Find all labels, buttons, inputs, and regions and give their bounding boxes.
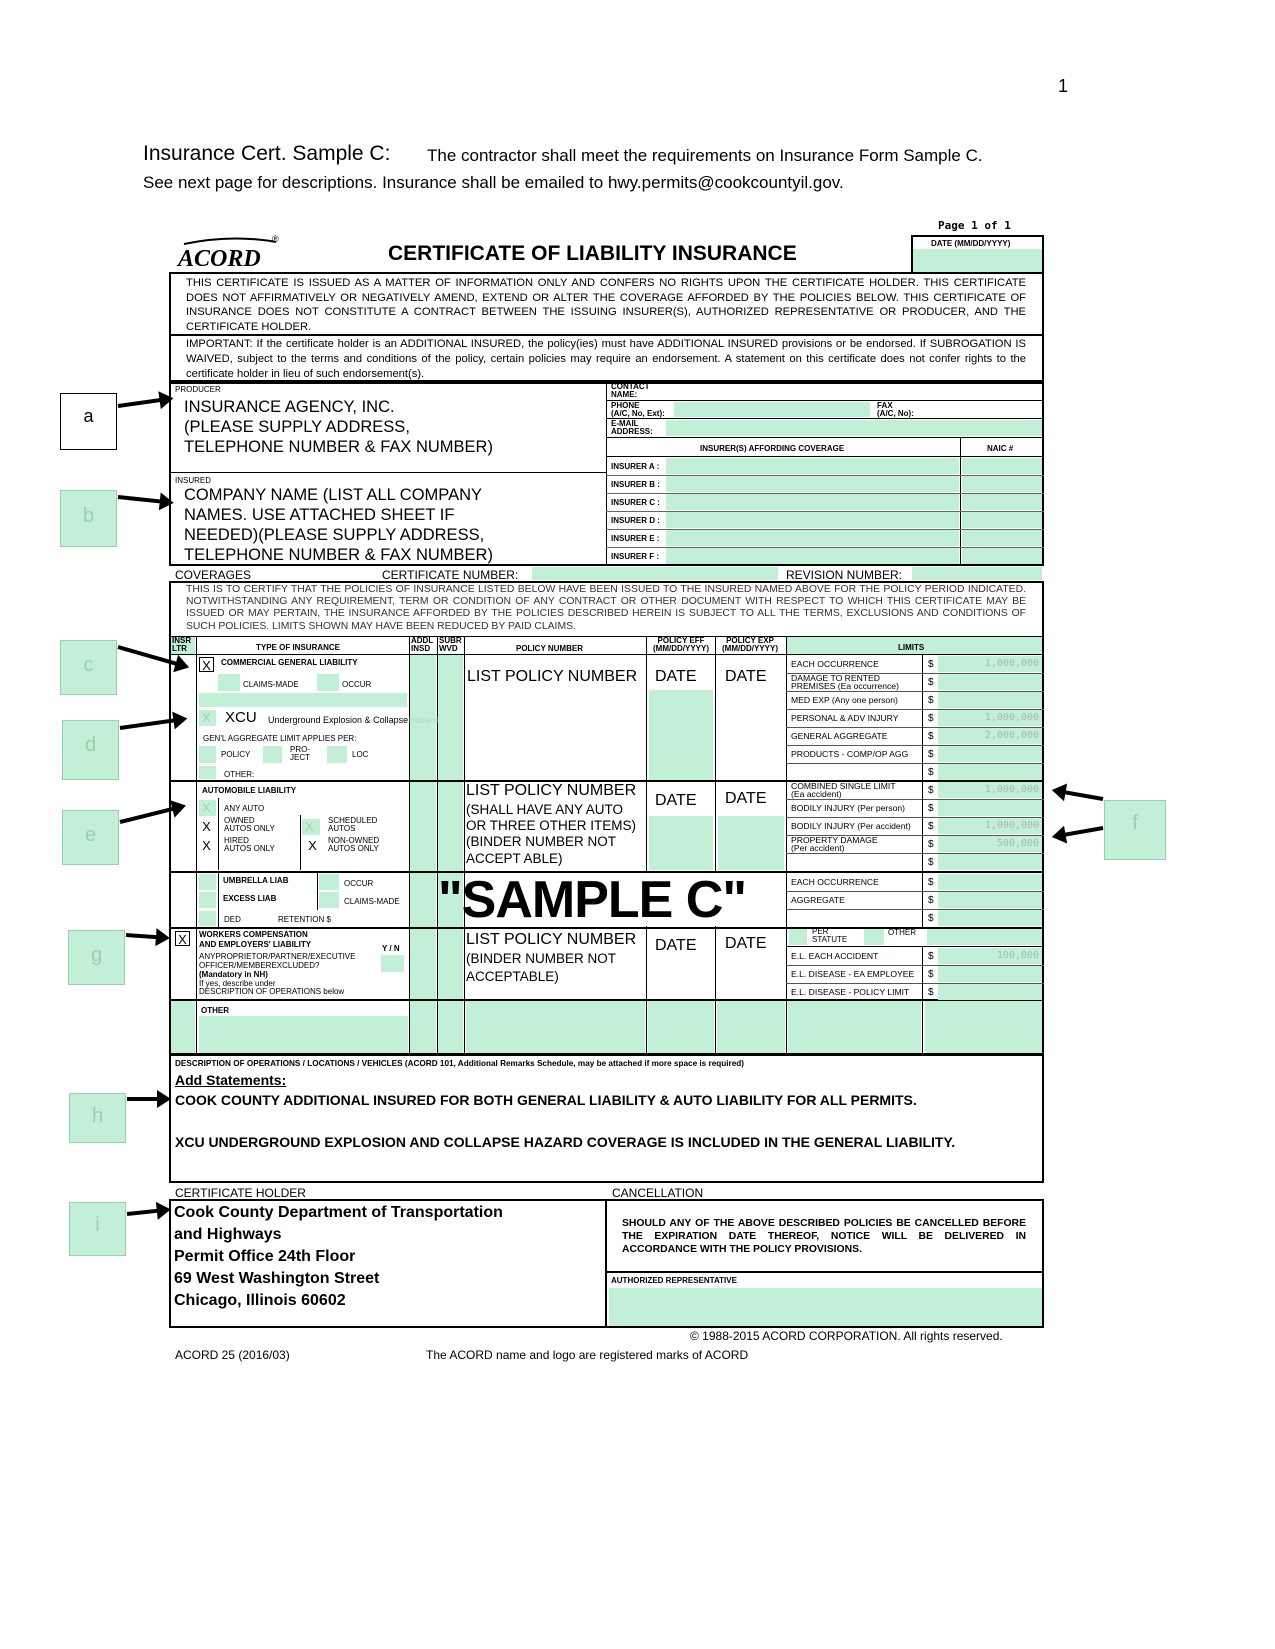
arrow-f-upper [1055,789,1103,801]
wc-ifyes: If yes, describe under DESCRIPTION OF OPERATIONS below [199,979,345,996]
excess-claims-made: CLAIMS-MADE [344,897,400,906]
insurer-name-field[interactable] [666,458,959,474]
auto-hired-check[interactable]: X [202,838,211,853]
limit-label: PROPERTY DAMAGE (Per accident) [791,835,878,853]
auto-policy-line-3: OR THREE OTHER ITEMS) [466,818,637,833]
holder-label: CERTIFICATE HOLDER [175,1186,306,1200]
wc-policy-line-1: LIST POLICY NUMBER [466,931,637,948]
limit-field[interactable] [938,854,1042,870]
limit-label: EACH OCCURRENCE [791,659,879,669]
wc-exp: DATE [725,935,767,952]
gl-policy-number: LIST POLICY NUMBER [467,668,638,685]
auto-eff: DATE [655,792,697,809]
producer-line-2: (PLEASE SUPPLY ADDRESS, [184,418,410,436]
limit-field[interactable] [938,764,1042,780]
gl-occur: OCCUR [342,680,372,689]
auto-label: AUTOMOBILE LIABILITY [202,786,297,795]
insurer-naic-field[interactable] [962,476,1042,492]
dollar-sign: $ [928,785,934,796]
limit-label: GENERAL AGGREGATE [791,731,888,741]
limit-field[interactable] [938,874,1042,890]
intro-line1: The contractor shall meet the requirements on Insurance Form Sample C. [427,146,983,165]
insurer-label: INSURER A : [611,462,660,471]
revision-field[interactable] [912,567,1042,580]
wc-eff: DATE [655,937,697,954]
limit-field[interactable] [938,692,1042,708]
dollar-sign: $ [928,731,934,742]
notice-text: THIS CERTIFICATE IS ISSUED AS A MATTER OF INFORMATION ONLY AND CONFERS NO RIGHTS UPON THE CERTIFICATE HOLDER. THIS CERTIFICATE DOES NOT AFFIRMATIVELY OR NEGATIVELY AMEND, EXTEND OR ALTER THE COVERAGE AFFORDED BY THE POLICIES BELOW. THIS CERTIFICATE OF INSURANCE DOES NOT CONSTITUTE A CONTRACT BETWEEN THE ISSUING INSURER(S), AUTHORIZED REPRESENTATIVE OR PRODUCER, AND THE CERTIFICATE HOLDER. [186,277,1026,333]
limit-label: BODILY INJURY (Per accident) [791,821,911,831]
cert-number-field[interactable] [532,567,778,580]
limit-field[interactable] [938,710,1042,726]
dollar-sign: $ [928,987,934,998]
dollar-sign: $ [928,951,934,962]
holder-line-3: Permit Office 24th Floor [174,1248,356,1265]
gl-exp: DATE [725,668,767,685]
header-subr: SUBR WVD [439,636,462,653]
statement-2: XCU UNDERGROUND EXPLOSION AND COLLAPSE HAZARD COVERAGE IS INCLUDED IN THE GENERAL LIABILITY. [175,1134,956,1150]
arrow-d [120,717,184,730]
insurer-label: INSURER C : [611,498,660,507]
auto-nonowned-check[interactable]: X [308,838,317,853]
limit-field[interactable] [938,782,1042,798]
wc-other: OTHER [888,928,916,937]
ded-label: DED [224,915,241,924]
limit-field[interactable] [938,948,1042,964]
arrow-i [127,1208,167,1216]
arrow-a [118,397,170,408]
wc-check[interactable]: X [175,931,190,946]
insurer-name-field[interactable] [666,512,959,528]
insurer-name-field[interactable] [666,494,959,510]
limit-value: 500,000 [996,838,1039,849]
gl-eff: DATE [655,668,697,685]
dollar-sign: $ [928,969,934,980]
dollar-sign: $ [928,803,934,814]
limit-field[interactable] [938,836,1042,852]
holder-line-4: 69 West Washington Street [174,1270,380,1287]
contact-label: CONTACT NAME: [611,382,650,399]
limit-label: E.L. DISEASE - POLICY LIMIT [791,987,910,997]
callout-h: h [69,1093,126,1143]
certify-text: THIS IS TO CERTIFY THAT THE POLICIES OF INSURANCE LISTED BELOW HAVE BEEN ISSUED TO THE INSURED NAMED ABOVE FOR THE POLICY PERIOD INDICATED. NOTWITHSTANDING ANY REQUIREMENT, TERM OR CONDITION OF ANY CONTRACT OR OTHER DOCUMENT WITH RESPECT TO WHICH THIS CERTIFICATE MAY BE ISSUED OR MAY PERTAIN, THE INSURANCE AFFORDED BY THE POLICIES DESCRIBED HEREIN IS SUBJECT TO ALL THE TERMS, EXCLUSIONS AND CONDITIONS OF SUCH POLICIES. LIMITS SHOWN MAY HAVE BEEN REDUCED BY PAID CLAIMS. [186,584,1026,632]
dollar-sign: $ [928,695,934,706]
limit-field[interactable] [938,892,1042,908]
auth-rep-label: AUTHORIZED REPRESENTATIVE [611,1276,737,1285]
dollar-sign: $ [928,839,934,850]
page-of-label: Page 1 of 1 [938,219,1011,232]
dollar-sign: $ [928,895,934,906]
callout-a: a [60,393,117,450]
limit-field[interactable] [938,674,1042,690]
coverages-label: COVERAGES [175,568,252,582]
fax-label: FAX (A/C, No): [877,401,914,418]
insurer-label: INSURER B : [611,480,660,489]
auto-policy-line-5: ACCEPT ABLE) [466,851,563,866]
limit-label: COMBINED SINGLE LIMIT (Ea accident) [791,781,896,799]
callout-d: d [62,720,119,780]
date-label: DATE (MM/DD/YYYY) [931,239,1011,248]
xcu-label: XCU [225,709,257,726]
email-field[interactable] [666,420,1042,436]
phone-label: PHONE (A/C, No, Ext): [611,401,665,418]
umbrella-occur: OCCUR [344,879,374,888]
wc-desc: ANYPROPRIETOR/PARTNER/EXECUTIVE OFFICER/MEMBEREXCLUDED? [199,952,356,970]
arrow-f-lower [1055,826,1103,838]
xcu-desc: Underground Explosion & Collapse [268,715,409,725]
dollar-sign: $ [928,659,934,670]
excess-label: EXCESS LIAB [223,894,277,903]
dollar-sign: $ [928,877,934,888]
insurer-naic-field[interactable] [962,494,1042,510]
auth-rep-field[interactable] [609,1288,1042,1326]
callout-g: g [68,930,125,985]
insurer-naic-field[interactable] [962,548,1042,564]
wc-per-statute: PER STATUTE [812,927,848,944]
limit-field[interactable] [938,746,1042,762]
phone-field[interactable] [674,402,870,417]
limit-field[interactable] [938,656,1042,672]
xcu-hazard: Hazard [409,715,439,725]
gl-claims-check[interactable] [218,674,240,691]
intro-line2: See next page for descriptions. Insurance shall be emailed to hwy.permits@cookcountyil.gov. [143,173,844,192]
xcu-check[interactable]: X [202,710,211,725]
insurers-header: INSURER(S) AFFORDING COVERAGE [700,444,845,453]
limit-value: 1,000,000 [984,712,1039,723]
limit-field[interactable] [938,910,1042,926]
statement-1: COOK COUNTY ADDITIONAL INSURED FOR BOTH GENERAL LIABILITY & AUTO LIABILITY FOR ALL PERMITS. [175,1092,917,1108]
holder-line-1: Cook County Department of Transportation [174,1204,503,1221]
dollar-sign: $ [928,857,934,868]
form-title: CERTIFICATE OF LIABILITY INSURANCE [388,242,797,265]
auto-owned: OWNED AUTOS ONLY [224,816,275,833]
dollar-sign: $ [928,913,934,924]
insurer-label: INSURER E : [611,534,660,543]
insurer-name-field[interactable] [666,548,959,564]
other-label: OTHER [201,1006,229,1015]
intro-title: Insurance Cert. Sample C: [143,142,391,165]
header-eff: POLICY EFF (MM/DD/YYYY) [653,636,709,653]
trademark: The ACORD name and logo are registered marks of ACORD [426,1348,749,1362]
insured-line-1: COMPANY NAME (LIST ALL COMPANY [184,486,482,504]
dollar-sign: $ [928,677,934,688]
insured-label: INSURED [175,476,212,485]
insured-line-2: NAMES. USE ATTACHED SHEET IF [184,506,455,524]
insurer-label: INSURER F : [611,552,659,561]
logo-text: ACORD [178,246,261,272]
header-addl: ADDL INSD [411,636,434,653]
limit-field[interactable] [938,966,1042,982]
limit-label: PERSONAL & ADV INJURY [791,713,899,723]
limit-value: 1,000,000 [984,784,1039,795]
callout-e: e [62,810,119,865]
copyright: © 1988-2015 ACORD CORPORATION. All rights reserved. [690,1329,1003,1343]
revision-label: REVISION NUMBER: [786,568,903,582]
wc-mandatory: (Mandatory in NH) [199,970,268,979]
wc-policy-line-3: ACCEPTABLE) [466,969,559,984]
limit-label: E.L. DISEASE - EA EMPLOYEE [791,969,915,979]
auto-policy-line-2: (SHALL HAVE ANY AUTO [466,802,624,817]
header-type: TYPE OF INSURANCE [256,643,341,652]
cancellation-text: SHOULD ANY OF THE ABOVE DESCRIBED POLICIES BE CANCELLED BEFORE THE EXPIRATION DATE THEREOF, NOTICE WILL BE DELIVERED IN ACCORDANCE WITH THE POLICY PROVISIONS. [622,1218,1026,1255]
gl-aggregate-label: GEN'L AGGREGATE LIMIT APPLIES PER: [203,734,357,743]
limit-label: BODILY INJURY (Per person) [791,803,905,813]
gl-project: PRO- JECT [290,745,310,762]
header-limits: LIMITS [898,643,925,652]
callout-c: c [60,640,117,695]
limit-label: DAMAGE TO RENTED PREMISES (Ea occurrence) [791,673,899,691]
limit-field[interactable] [938,984,1042,1000]
arrow-h [127,1097,167,1101]
add-statements: Add Statements: [175,1072,287,1088]
insurer-naic-field[interactable] [962,512,1042,528]
page-number: 1 [1058,76,1069,96]
wc-yn-field[interactable] [381,955,404,972]
auto-nonowned: NON-OWNED AUTOS ONLY [328,836,380,853]
gl-loc: LOC [352,750,369,759]
insured-line-4: TELEPHONE NUMBER & FAX NUMBER) [184,546,493,564]
cancellation-label: CANCELLATION [612,1186,704,1200]
retention-label: RETENTION $ [278,915,331,924]
umbrella-label: UMBRELLA LIAB [223,876,289,885]
auto-policy-line-1: LIST POLICY NUMBER [466,782,637,799]
auto-any-check[interactable]: X [202,800,211,815]
auto-policy-line-4: (BINDER NUMBER NOT [466,834,617,849]
limit-value: 100,000 [996,950,1039,961]
cert-number-label: CERTIFICATE NUMBER: [382,568,519,582]
limit-label: AGGREGATE [791,895,845,905]
email-label: E-MAIL ADDRESS: [611,419,653,436]
dollar-sign: $ [928,749,934,760]
wc-yn: Y / N [382,944,400,953]
limit-field[interactable] [938,818,1042,834]
callout-i: i [69,1202,126,1256]
gl-check[interactable]: X [199,657,214,672]
limit-field[interactable] [938,800,1042,816]
auto-owned-check[interactable]: X [202,819,211,834]
callout-f: f [1104,800,1166,860]
insurer-label: INSURER D : [611,516,660,525]
arrow-g [126,933,166,940]
description-label: DESCRIPTION OF OPERATIONS / LOCATIONS / VEHICLES (ACORD 101, Additional Remarks Schedule, may be attached if more space is required) [175,1059,744,1068]
sample-watermark: "SAMPLE C" [438,871,746,929]
date-field[interactable] [913,249,1042,272]
auto-exp: DATE [725,790,767,807]
insurer-name-field[interactable] [666,476,959,492]
arrow-b [118,495,170,504]
form-id: ACORD 25 (2016/03) [175,1348,290,1362]
dollar-sign: $ [928,821,934,832]
gl-claims-made: CLAIMS-MADE [243,680,299,689]
dollar-sign: $ [928,767,934,778]
wc-policy-line-2: (BINDER NUMBER NOT [466,951,617,966]
gl-policy: POLICY [221,750,251,759]
limit-value: 1,000,000 [984,820,1039,831]
insurer-name-field[interactable] [666,530,959,546]
holder-line-5: Chicago, Illinois 60602 [174,1292,346,1309]
header-insr-ltr: INSR LTR [172,636,192,653]
description-box [169,1054,1044,1183]
limit-value: 2,000,000 [984,730,1039,741]
header-policy-number: POLICY NUMBER [516,644,583,653]
limit-value: 1,000,000 [984,658,1039,669]
callout-b: b [60,490,117,547]
logo-registered-mark: ® [272,234,279,244]
producer-label: PRODUCER [175,385,221,394]
important-text: IMPORTANT: If the certificate holder is an ADDITIONAL INSURED, the policy(ies) must have ADDITIONAL INSURED provisions or be endorsed. If SUBROGATION IS WAIVED, subject to the terms and conditions of the policy, certain policies may require an endorsement. A statement on this certificate does not confer rights to the certificate holder in lieu of such endorsement(s). [186,338,1026,380]
limit-label: EACH OCCURRENCE [791,877,879,887]
auto-scheduled-check[interactable]: X [305,819,314,834]
gl-other: OTHER: [224,770,255,779]
auto-scheduled: SCHEDULED AUTOS [328,816,378,833]
limit-label: MED EXP (Any one person) [791,695,898,705]
limit-label: PRODUCTS - COMP/OP AGG [791,749,909,759]
producer-line-3: TELEPHONE NUMBER & FAX NUMBER) [184,438,493,456]
insurer-naic-field[interactable] [962,530,1042,546]
dollar-sign: $ [928,713,934,724]
holder-line-2: and Highways [174,1226,282,1243]
header-exp: POLICY EXP (MM/DD/YYYY) [722,636,778,653]
insurer-naic-field[interactable] [962,458,1042,474]
auto-hired: HIRED AUTOS ONLY [224,836,275,853]
limit-label: E.L. EACH ACCIDENT [791,951,879,961]
gl-label: COMMERCIAL GENERAL LIABILITY [221,658,358,667]
gl-occur-check[interactable] [317,674,339,691]
insured-line-3: NEEDED)(PLEASE SUPPLY ADDRESS, [184,526,485,544]
auto-any: ANY AUTO [224,804,265,813]
wc-label: WORKERS COMPENSATION AND EMPLOYERS' LIABILITY [199,930,312,949]
producer-line-1: INSURANCE AGENCY, INC. [184,398,395,416]
limit-field[interactable] [938,728,1042,744]
acord-logo [176,236,286,270]
naic-header: NAIC # [987,444,1014,453]
